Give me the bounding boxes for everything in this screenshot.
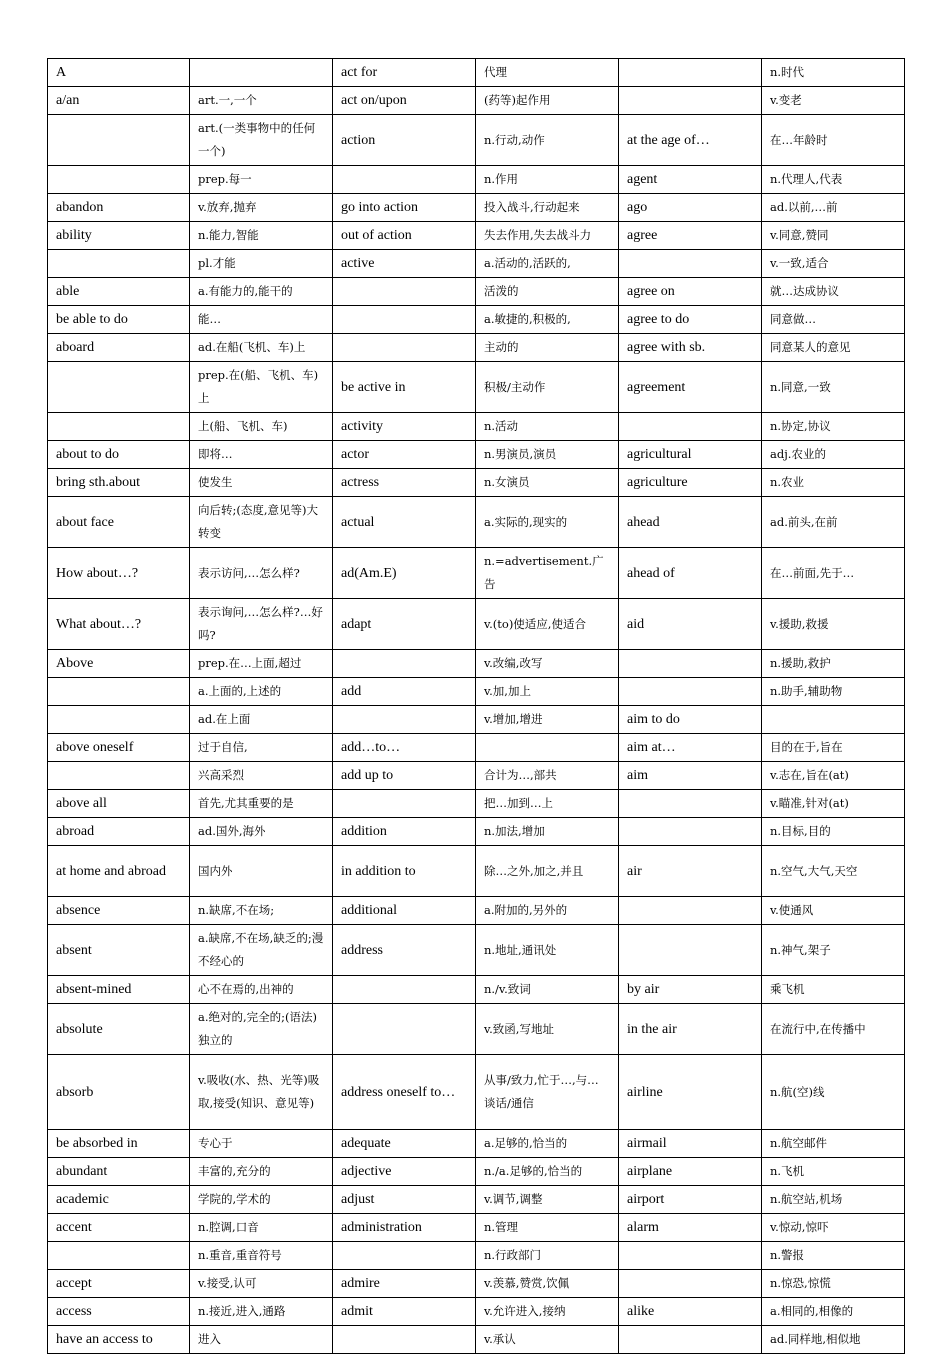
table-row [48,166,905,194]
word-cell: ability [48,222,190,250]
meaning-cell: v.援助,救援 [762,599,905,650]
meaning-cell: 除…之外,加之,并且 [476,846,619,897]
vocabulary-table-body [48,59,905,1354]
word-cell [333,790,476,818]
meaning-cell: 国内外 [190,846,333,897]
meaning-cell: v.增加,增进 [476,706,619,734]
meaning-cell [762,706,905,734]
table-row [48,497,905,548]
word-cell: additional [333,897,476,925]
word-cell: aim [619,762,762,790]
meaning-cell: n.时代 [762,59,905,87]
word-cell [619,678,762,706]
meaning-cell: n.能力,智能 [190,222,333,250]
table-row [48,818,905,846]
word-cell: agreement [619,362,762,413]
table-row [48,222,905,250]
meaning-cell: 专心于 [190,1130,333,1158]
word-cell: adapt [333,599,476,650]
word-cell: airline [619,1055,762,1130]
meaning-cell: prep.每一 [190,166,333,194]
meaning-cell: 同意某人的意见 [762,334,905,362]
word-cell: academic [48,1186,190,1214]
table-row [48,1270,905,1298]
meaning-cell: n.腔调,口音 [190,1214,333,1242]
word-cell: bring sth.about [48,469,190,497]
meaning-cell: n.惊恐,惊慌 [762,1270,905,1298]
table-row [48,334,905,362]
table-row [48,59,905,87]
word-cell: absence [48,897,190,925]
word-cell: Above [48,650,190,678]
word-cell [333,334,476,362]
meaning-cell: a.活动的,活跃的, [476,250,619,278]
meaning-cell: 学院的,学术的 [190,1186,333,1214]
meaning-cell: n.航(空)线 [762,1055,905,1130]
word-cell: ahead [619,497,762,548]
table-row [48,441,905,469]
word-cell [619,87,762,115]
word-cell [619,650,762,678]
meaning-cell: 从事/致力,忙于…,与…谈话/通信 [476,1055,619,1130]
meaning-cell: 积极/主动作 [476,362,619,413]
meaning-cell: a.缺席,不在场,缺乏的;漫不经心的 [190,925,333,976]
meaning-cell: v.吸收(水、热、光等)吸取,接受(知识、意见等) [190,1055,333,1130]
word-cell: adjust [333,1186,476,1214]
word-cell: in the air [619,1004,762,1055]
meaning-cell: ad.在船(飞机、车)上 [190,334,333,362]
word-cell: actress [333,469,476,497]
meaning-cell: prep.在(船、飞机、车)上 [190,362,333,413]
meaning-cell: n.援助,救护 [762,650,905,678]
word-cell [619,1326,762,1354]
word-cell: A [48,59,190,87]
meaning-cell: n.目标,目的 [762,818,905,846]
word-cell: ahead of [619,548,762,599]
meaning-cell: n.女演员 [476,469,619,497]
word-cell: be able to do [48,306,190,334]
word-cell [333,278,476,306]
meaning-cell: 代理 [476,59,619,87]
meaning-cell: 合计为…,部共 [476,762,619,790]
word-cell: alarm [619,1214,762,1242]
word-cell: about face [48,497,190,548]
word-cell: How about…? [48,548,190,599]
meaning-cell: 兴高采烈 [190,762,333,790]
word-cell [48,250,190,278]
word-cell: add [333,678,476,706]
word-cell: alike [619,1298,762,1326]
table-row [48,762,905,790]
word-cell: add up to [333,762,476,790]
word-cell: have an access to [48,1326,190,1354]
word-cell: active [333,250,476,278]
table-row [48,278,905,306]
meaning-cell: 使发生 [190,469,333,497]
meaning-cell: n.加法,增加 [476,818,619,846]
word-cell: absent [48,925,190,976]
meaning-cell: 过于自信, [190,734,333,762]
word-cell: administration [333,1214,476,1242]
meaning-cell: n./v.致词 [476,976,619,1004]
word-cell: action [333,115,476,166]
word-cell [619,1242,762,1270]
meaning-cell: n.空气,大气,天空 [762,846,905,897]
meaning-cell: v.改编,改写 [476,650,619,678]
meaning-cell: a.足够的,恰当的 [476,1130,619,1158]
meaning-cell: a.绝对的,完全的;(语法)独立的 [190,1004,333,1055]
meaning-cell: 同意做… [762,306,905,334]
meaning-cell: n.行政部门 [476,1242,619,1270]
meaning-cell: adj.农业的 [762,441,905,469]
meaning-cell: 首先,尤其重要的是 [190,790,333,818]
word-cell [333,650,476,678]
table-row [48,250,905,278]
meaning-cell: 向后转;(态度,意见等)大转变 [190,497,333,548]
word-cell: absolute [48,1004,190,1055]
table-row [48,1214,905,1242]
meaning-cell: n.作用 [476,166,619,194]
table-row [48,1130,905,1158]
table-row [48,362,905,413]
meaning-cell: v.变老 [762,87,905,115]
meaning-cell: n.重音,重音符号 [190,1242,333,1270]
meaning-cell: 活泼的 [476,278,619,306]
word-cell: in addition to [333,846,476,897]
word-cell [619,818,762,846]
meaning-cell: v.致函,写地址 [476,1004,619,1055]
meaning-cell: a.实际的,现实的 [476,497,619,548]
meaning-cell: n.航空站,机场 [762,1186,905,1214]
word-cell [48,115,190,166]
meaning-cell: n.地址,通讯处 [476,925,619,976]
word-cell [48,706,190,734]
word-cell: act for [333,59,476,87]
table-row [48,976,905,1004]
word-cell [619,897,762,925]
meaning-cell: 在流行中,在传播中 [762,1004,905,1055]
word-cell [333,1242,476,1270]
meaning-cell: n.航空邮件 [762,1130,905,1158]
word-cell: agree to do [619,306,762,334]
word-cell [333,1004,476,1055]
word-cell [333,976,476,1004]
word-cell: a/an [48,87,190,115]
meaning-cell: v.(to)使适应,使适合 [476,599,619,650]
meaning-cell: 目的在于,旨在 [762,734,905,762]
meaning-cell: v.惊动,惊吓 [762,1214,905,1242]
table-row [48,115,905,166]
word-cell: abundant [48,1158,190,1186]
meaning-cell: a.敏捷的,积极的, [476,306,619,334]
word-cell: out of action [333,222,476,250]
word-cell: airport [619,1186,762,1214]
word-cell [333,166,476,194]
meaning-cell: (药等)起作用 [476,87,619,115]
meaning-cell: v.瞄准,针对(at) [762,790,905,818]
meaning-cell: n.飞机 [762,1158,905,1186]
word-cell [619,250,762,278]
word-cell: aim to do [619,706,762,734]
word-cell [619,925,762,976]
word-cell [48,678,190,706]
word-cell: address [333,925,476,976]
meaning-cell: a.上面的,上述的 [190,678,333,706]
meaning-cell: 表示询问,…怎么样?…好吗? [190,599,333,650]
table-row [48,413,905,441]
meaning-cell: a.相同的,相像的 [762,1298,905,1326]
table-row [48,1298,905,1326]
meaning-cell: v.调节,调整 [476,1186,619,1214]
table-row [48,897,905,925]
meaning-cell: pl.才能 [190,250,333,278]
meaning-cell: art.一,一个 [190,87,333,115]
word-cell: act on/upon [333,87,476,115]
table-row [48,706,905,734]
table-row [48,734,905,762]
table-row [48,1186,905,1214]
word-cell: actual [333,497,476,548]
word-cell: aim at… [619,734,762,762]
meaning-cell: 能… [190,306,333,334]
word-cell: aboard [48,334,190,362]
table-row [48,1055,905,1130]
word-cell [619,59,762,87]
word-cell: absent-mined [48,976,190,1004]
word-cell: agree on [619,278,762,306]
meaning-cell: 在…年龄时 [762,115,905,166]
table-row [48,925,905,976]
meaning-cell: n./a.足够的,恰当的 [476,1158,619,1186]
meaning-cell: v.使通风 [762,897,905,925]
meaning-cell: 主动的 [476,334,619,362]
word-cell: agriculture [619,469,762,497]
meaning-cell: 把…加到…上 [476,790,619,818]
word-cell: be absorbed in [48,1130,190,1158]
word-cell: be active in [333,362,476,413]
meaning-cell: n.管理 [476,1214,619,1242]
meaning-cell: n.警报 [762,1242,905,1270]
vocabulary-table [47,58,905,1354]
word-cell [333,306,476,334]
table-row [48,1326,905,1354]
word-cell: adjective [333,1158,476,1186]
word-cell: air [619,846,762,897]
meaning-cell: v.一致,适合 [762,250,905,278]
table-row [48,846,905,897]
meaning-cell: 心不在焉的,出神的 [190,976,333,1004]
meaning-cell: n.代理人,代表 [762,166,905,194]
meaning-cell: n.同意,一致 [762,362,905,413]
word-cell: aid [619,599,762,650]
meaning-cell: v.接受,认可 [190,1270,333,1298]
meaning-cell: 就…达成协议 [762,278,905,306]
word-cell [48,166,190,194]
meaning-cell: n.男演员,演员 [476,441,619,469]
word-cell: able [48,278,190,306]
meaning-cell: v.承认 [476,1326,619,1354]
meaning-cell: 即将… [190,441,333,469]
word-cell: agree with sb. [619,334,762,362]
word-cell: abroad [48,818,190,846]
table-row [48,1158,905,1186]
table-row [48,650,905,678]
meaning-cell: v.同意,赞同 [762,222,905,250]
meaning-cell: v.志在,旨在(at) [762,762,905,790]
meaning-cell: 上(船、飞机、车) [190,413,333,441]
meaning-cell: 失去作用,失去战斗力 [476,222,619,250]
word-cell: about to do [48,441,190,469]
word-cell: What about…? [48,599,190,650]
meaning-cell: v.羡慕,赞赏,饮佩 [476,1270,619,1298]
word-cell: admire [333,1270,476,1298]
meaning-cell [190,59,333,87]
table-row [48,790,905,818]
meaning-cell: 投入战斗,行动起来 [476,194,619,222]
word-cell [48,413,190,441]
word-cell: accent [48,1214,190,1242]
word-cell [619,413,762,441]
meaning-cell: ad.以前,…前 [762,194,905,222]
meaning-cell: v.放弃,抛弃 [190,194,333,222]
word-cell [619,1270,762,1298]
meaning-cell: 丰富的,充分的 [190,1158,333,1186]
table-row [48,548,905,599]
word-cell: add…to… [333,734,476,762]
meaning-cell: n.=advertisement.广告 [476,548,619,599]
table-row [48,469,905,497]
word-cell: accept [48,1270,190,1298]
word-cell: ago [619,194,762,222]
table-row [48,194,905,222]
table-row [48,306,905,334]
word-cell: airplane [619,1158,762,1186]
meaning-cell: ad.在上面 [190,706,333,734]
word-cell: by air [619,976,762,1004]
meaning-cell: n.缺席,不在场; [190,897,333,925]
meaning-cell: a.附加的,另外的 [476,897,619,925]
word-cell: go into action [333,194,476,222]
meaning-cell: n.接近,进入,通路 [190,1298,333,1326]
meaning-cell: art.(一类事物中的任何一个) [190,115,333,166]
word-cell: at the age of… [619,115,762,166]
word-cell: above oneself [48,734,190,762]
meaning-cell: n.农业 [762,469,905,497]
word-cell [333,1326,476,1354]
word-cell: ad(Am.E) [333,548,476,599]
word-cell: above all [48,790,190,818]
table-row [48,1004,905,1055]
word-cell: airmail [619,1130,762,1158]
word-cell: agent [619,166,762,194]
word-cell: agree [619,222,762,250]
meaning-cell: n.神气,架子 [762,925,905,976]
word-cell: agricultural [619,441,762,469]
word-cell [333,706,476,734]
meaning-cell: ad.前头,在前 [762,497,905,548]
meaning-cell: a.有能力的,能干的 [190,278,333,306]
meaning-cell: v.允许进入,接纳 [476,1298,619,1326]
meaning-cell: 表示访问,…怎么样? [190,548,333,599]
meaning-cell: n.活动 [476,413,619,441]
word-cell [48,362,190,413]
meaning-cell: v.加,加上 [476,678,619,706]
word-cell: activity [333,413,476,441]
meaning-cell: n.协定,协议 [762,413,905,441]
meaning-cell: 乘飞机 [762,976,905,1004]
word-cell [48,1242,190,1270]
meaning-cell: ad.国外,海外 [190,818,333,846]
word-cell [48,762,190,790]
word-cell: at home and abroad [48,846,190,897]
meaning-cell: prep.在…上面,超过 [190,650,333,678]
meaning-cell [476,734,619,762]
word-cell: adequate [333,1130,476,1158]
table-row [48,678,905,706]
meaning-cell: n.行动,动作 [476,115,619,166]
table-row [48,1242,905,1270]
word-cell [619,790,762,818]
word-cell: addition [333,818,476,846]
word-cell: absorb [48,1055,190,1130]
meaning-cell: ad.同样地,相似地 [762,1326,905,1354]
word-cell: abandon [48,194,190,222]
meaning-cell: 在…前面,先于… [762,548,905,599]
word-cell: access [48,1298,190,1326]
meaning-cell: n.助手,辅助物 [762,678,905,706]
word-cell: actor [333,441,476,469]
table-row [48,87,905,115]
word-cell: admit [333,1298,476,1326]
word-cell: address oneself to… [333,1055,476,1130]
meaning-cell: 进入 [190,1326,333,1354]
table-row [48,599,905,650]
